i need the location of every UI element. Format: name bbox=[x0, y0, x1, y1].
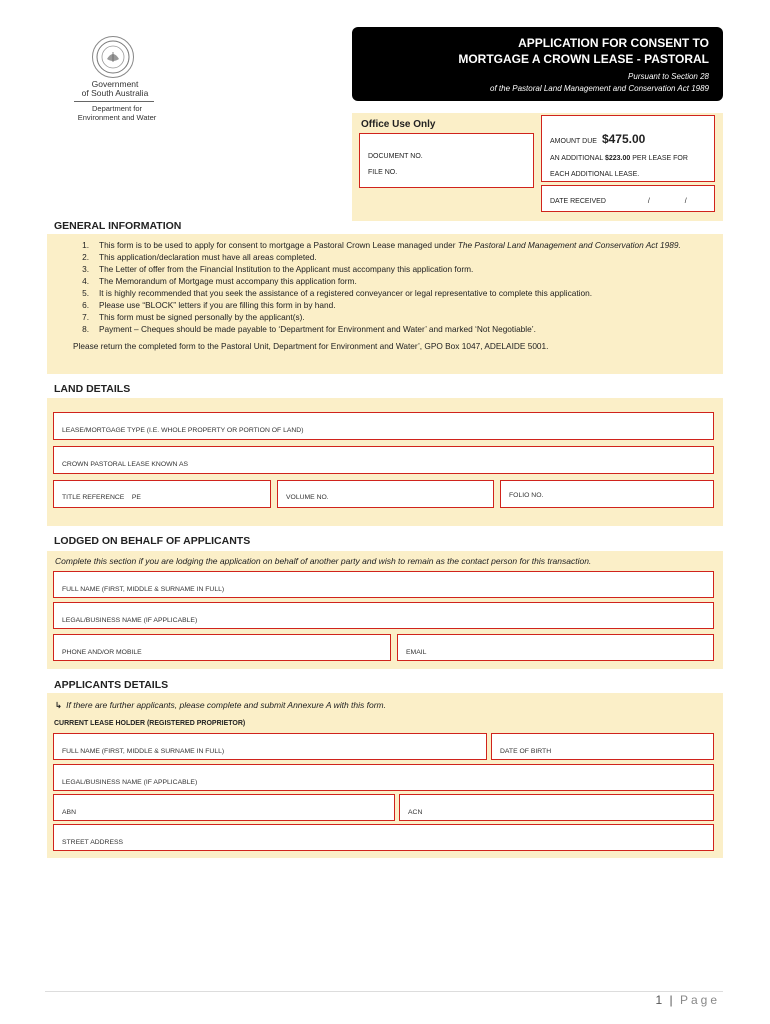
acn-field[interactable]: ACN bbox=[399, 794, 714, 821]
return-address-note: Please return the completed form to the Pastoral Unit, Department for Environment and Water’, GPO Box 1047, ADELAIDE 5001. bbox=[73, 341, 549, 351]
lodged-email-field[interactable]: EMAIL bbox=[397, 634, 714, 661]
applicants-heading: APPLICANTS DETAILS bbox=[54, 679, 169, 691]
form-subtitle-line2: of the Pastoral Land Management and Conservation Act 1989 bbox=[490, 84, 709, 93]
list-item: 4. The Memorandum of Mortgage must accompany this application form. bbox=[82, 276, 357, 286]
amount-due-label: AMOUNT DUE bbox=[550, 138, 597, 145]
form-title-line1: APPLICATION FOR CONSENT TO bbox=[518, 36, 709, 50]
office-use-title: Office Use Only bbox=[361, 119, 436, 130]
current-leaseholder-heading: CURRENT LEASE HOLDER (REGISTERED PROPRIETOR) bbox=[54, 720, 246, 727]
folio-no-field[interactable]: FOLIO NO. bbox=[500, 480, 714, 508]
additional-suffix: PER LEASE FOR bbox=[632, 155, 688, 162]
government-name: Government of South Australia bbox=[81, 79, 149, 98]
abn-field[interactable]: ABN bbox=[53, 794, 395, 821]
file-no-label: FILE NO. bbox=[368, 169, 398, 176]
additional-prefix: AN ADDITIONAL bbox=[550, 155, 604, 162]
amount-due-value: $475.00 bbox=[601, 132, 646, 146]
title-reference-field[interactable]: TITLE REFERENCE PE bbox=[53, 480, 271, 508]
list-item: 1. This form is to be used to apply for consent to mortgage a Pastoral Crown Lease managed under The Pastoral Land Management and Conservation Act 1989. bbox=[82, 240, 681, 250]
page-word: Page bbox=[679, 993, 720, 1007]
form-subtitle-line1: Pursuant to Section 28 bbox=[628, 72, 709, 81]
lodged-phone-field[interactable]: PHONE AND/OR MOBILE bbox=[53, 634, 391, 661]
land-details-heading: LAND DETAILS bbox=[54, 383, 131, 395]
form-title-banner bbox=[352, 27, 723, 101]
document-no-label: DOCUMENT NO. bbox=[368, 153, 423, 160]
general-info-list bbox=[75, 239, 723, 335]
page-separator: | bbox=[669, 993, 675, 1007]
department-name: Department for Environment and Water bbox=[77, 104, 157, 122]
list-item: 2. This application/declaration must have all areas completed. bbox=[82, 252, 317, 262]
date-slash-2: / bbox=[684, 198, 687, 205]
lodged-note: Complete this section if you are lodging the application on behalf of another party and wish to remain as the contact person for this transaction. bbox=[55, 556, 592, 566]
office-use-panel bbox=[352, 113, 723, 221]
lease-type-field[interactable]: LEASE/MORTGAGE TYPE (I.E. WHOLE PROPERTY OR PORTION OF LAND) bbox=[53, 412, 714, 440]
volume-no-field[interactable]: VOLUME NO. bbox=[277, 480, 494, 508]
date-received-label: DATE RECEIVED bbox=[550, 198, 606, 205]
arrow-icon: ↳ bbox=[55, 700, 63, 710]
lodged-full-name-field[interactable]: FULL NAME (FIRST, MIDDLE & SURNAME IN FULL) bbox=[53, 571, 714, 598]
government-logo bbox=[62, 36, 172, 122]
applicants-note: ↳ If there are further applicants, please complete and submit Annexure A with this form. bbox=[55, 700, 386, 710]
general-info-heading: GENERAL INFORMATION bbox=[54, 220, 182, 232]
list-item: 7. This form must be signed personally by the applicant(s). bbox=[82, 312, 305, 322]
additional-value: $223.00 bbox=[604, 155, 631, 162]
list-item: 5. It is highly recommended that you seek the assistance of a registered conveyancer or legal representative to complete this application. bbox=[82, 288, 593, 298]
list-item: 3. The Letter of offer from the Financial Institution to the Applicant must accompany this application form. bbox=[82, 264, 474, 274]
lodged-legal-name-field[interactable]: LEGAL/BUSINESS NAME (IF APPLICABLE) bbox=[53, 602, 714, 629]
applicant-legal-name-field[interactable]: LEGAL/BUSINESS NAME (IF APPLICABLE) bbox=[53, 764, 714, 791]
additional-line2: EACH ADDITIONAL LEASE. bbox=[550, 171, 640, 178]
list-item: 6. Please use “BLOCK” letters if you are filling this form in by hand. bbox=[82, 300, 336, 310]
list-item: 8. Payment – Cheques should be made payable to ‘Department for Environment and Water’ and marked ‘Not Negotiable’. bbox=[82, 324, 536, 334]
sa-crest-icon bbox=[92, 36, 134, 78]
footer-divider bbox=[45, 991, 723, 992]
crown-lease-known-as-field[interactable]: CROWN PASTORAL LEASE KNOWN AS bbox=[53, 446, 714, 474]
page-number: 1 bbox=[655, 993, 665, 1007]
date-of-birth-field[interactable]: DATE OF BIRTH bbox=[491, 733, 714, 760]
form-title-line2: MORTGAGE A CROWN LEASE - PASTORAL bbox=[458, 52, 709, 66]
date-slash-1: / bbox=[647, 198, 650, 205]
street-address-field[interactable]: STREET ADDRESS bbox=[53, 824, 714, 851]
page-footer bbox=[655, 993, 720, 1007]
general-info-section bbox=[47, 234, 723, 374]
document-file-box[interactable] bbox=[359, 133, 534, 188]
date-received-field[interactable] bbox=[541, 185, 715, 212]
applicant-full-name-field[interactable]: FULL NAME (FIRST, MIDDLE & SURNAME IN FULL) bbox=[53, 733, 487, 760]
lodged-heading: LODGED ON BEHALF OF APPLICANTS bbox=[54, 535, 251, 547]
amount-due-box bbox=[541, 115, 715, 182]
